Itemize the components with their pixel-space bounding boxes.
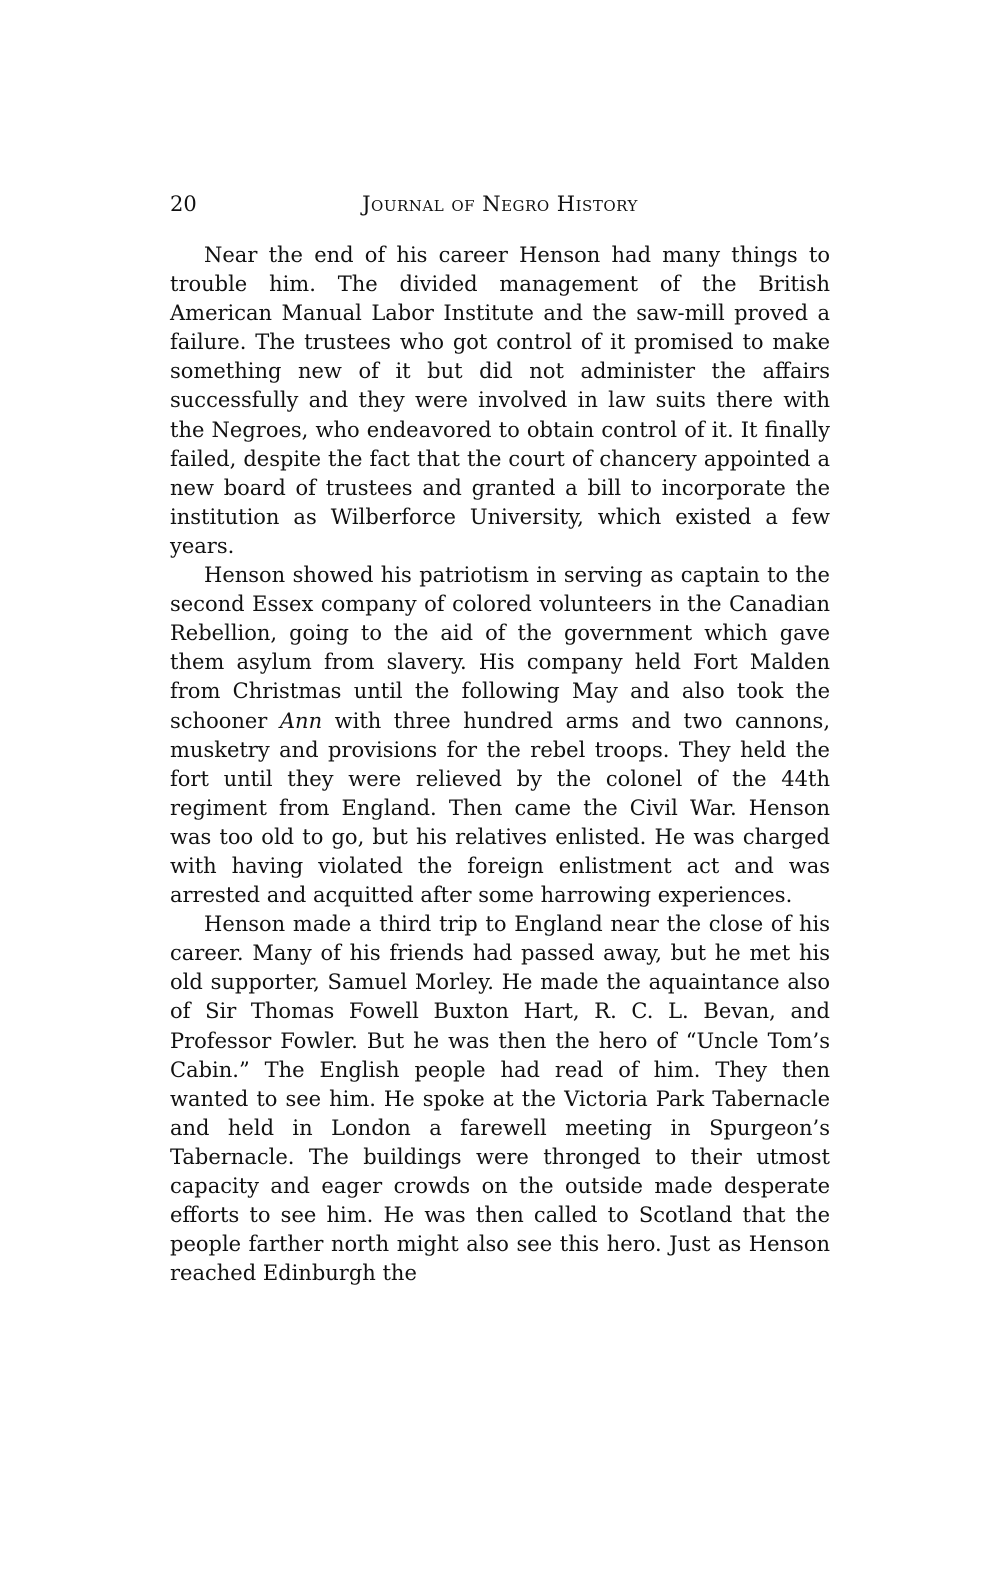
page-number: 20 — [170, 192, 197, 216]
body-text — [170, 241, 830, 1288]
journal-title: Journal of Negro History — [362, 192, 638, 216]
paragraph-text-before-italic: Henson showed his patriotism in serving as captain to the second Essex company of colored volunteers in the Canadian Rebellion, going to the aid of the government which gave them asylum from slavery. His company held Fort Malden from Christmas until the following May and also took the schooner — [170, 563, 830, 733]
ship-name-italic: Ann — [279, 708, 323, 733]
paragraph-henson-career-end: Near the end of his career Henson had many things to trouble him. The divided management of the British American Manual Labor Institute and the saw-mill proved a failure. The trustees who got control of it promised to make something new of it but did not administer the affairs successfully and they were involved in law suits there with the Negroes, who endeavored to obtain control of it. It finally failed, despite the fact that the court of chancery appointed a new board of trustees and granted a bill to incorporate the institution as Wilberforce University, which existed a few years. — [170, 243, 830, 558]
paragraph-text-after-italic: with three hundred arms and two cannons, musketry and provisions for the rebel troops. They held the fort until they were relieved by the colonel of the 44th regiment from England. Then came the Civil War. Henson was too old to go, but his relatives enlisted. He was charged with having violated the foreign enlistment act and was arrested and acquitted after some harrowing experiences. — [170, 708, 830, 908]
paragraph-henson-patriotism — [170, 561, 830, 910]
paragraph-third-trip-england: Henson made a third trip to England near the close of his career. Many of his friends had passed away, but he met his old supporter, Samuel Morley. He made the aquaintance also of Sir Thomas Fowell Buxton Hart, R. C. L. Bevan, and Professor Fowler. But he was then the hero of “Uncle Tom’s Cabin.” The English people had read of him. They then wanted to see him. He spoke at the Victoria Park Tabernacle and held in London a farewell meeting in Spurgeon’s Tabernacle. The buildings were thronged to their utmost capacity and eager crowds on the outside made desperate efforts to see him. He was then called to Scotland that the people farther north might also see this hero. Just as Henson reached Edinburgh the — [170, 912, 830, 1286]
running-head — [170, 188, 830, 220]
